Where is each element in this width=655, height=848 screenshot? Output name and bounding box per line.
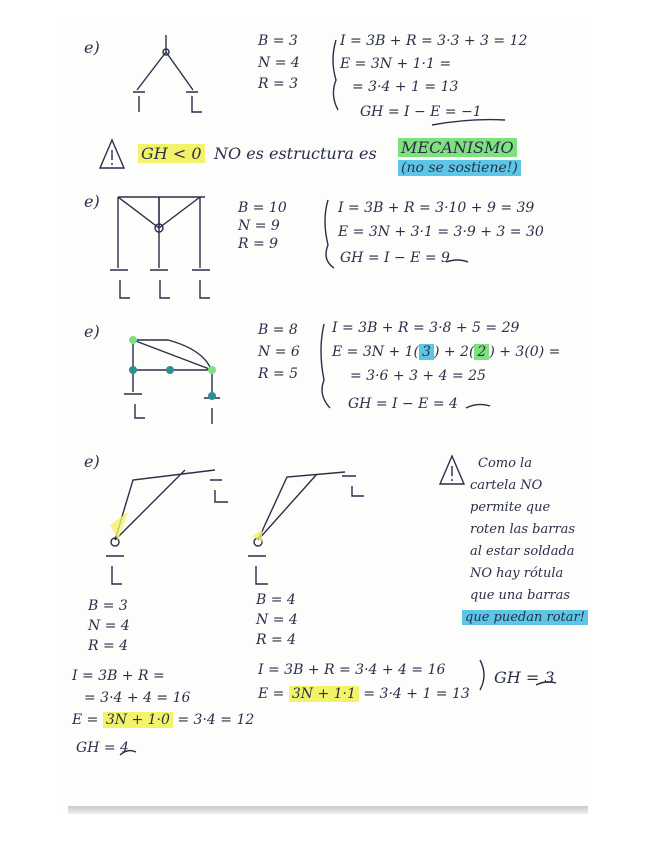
ex1-var-b: B = 3 bbox=[258, 33, 298, 49]
ex3-var-n: N = 6 bbox=[258, 344, 300, 360]
ex2-eq-i: I = 3B + R = 3·10 + 9 = 39 bbox=[338, 200, 535, 216]
ex1-label: e) bbox=[84, 38, 100, 57]
ex4-note-hl-text: que puedan rotar! bbox=[462, 610, 588, 625]
ex4-note-line-4: roten las barras bbox=[470, 522, 576, 537]
ex4-left-eq-e-hl: 3N + 1·0 bbox=[103, 712, 173, 728]
ex1-mech bbox=[398, 138, 517, 157]
ex3-label: e) bbox=[84, 322, 100, 341]
ex4-right-eq-e-hl: 3N + 1·1 bbox=[289, 686, 359, 702]
ex4-right-eq-e-label: E = bbox=[258, 686, 285, 702]
ex1-var-n: N = 4 bbox=[258, 55, 300, 71]
ex2-var-r: R = 9 bbox=[238, 236, 279, 252]
ex1-warn-hl: GH < 0 bbox=[138, 144, 205, 163]
ex4-note-line-2: cartela NO bbox=[470, 478, 543, 493]
ex3-eq-e-green: 2 bbox=[474, 344, 489, 360]
ex1-eq-e2: = 3·4 + 1 = 13 bbox=[352, 79, 459, 95]
ex2-var-n: N = 9 bbox=[238, 218, 280, 234]
ex4-label: e) bbox=[84, 452, 100, 471]
ex1-var-r: R = 3 bbox=[258, 76, 299, 92]
ex1-note-hl: (no se sostiene!) bbox=[398, 160, 521, 176]
ex1-eq-e: E = 3N + 1·1 = bbox=[340, 56, 452, 72]
ex4-left-eq-e-rest: = 3·4 = 12 bbox=[177, 712, 255, 728]
ex1-eq-i: I = 3B + R = 3·3 + 3 = 12 bbox=[340, 33, 528, 49]
ex3-var-b: B = 8 bbox=[258, 322, 298, 338]
ex1-eq-gh: GH = I − E = −1 bbox=[360, 104, 482, 120]
ex1-mech-hl: MECANISMO bbox=[398, 138, 517, 157]
ex3-eq-gh: GH = I − E = 4 bbox=[348, 396, 458, 412]
ex4-right-var-r: R = 4 bbox=[256, 632, 297, 648]
ex3-eq-i: I = 3B + R = 3·8 + 5 = 29 bbox=[332, 320, 520, 336]
ex3-eq-e-cyan: 3 bbox=[419, 344, 434, 360]
ex4-left-frame bbox=[115, 470, 215, 540]
ex1-truss bbox=[137, 52, 193, 90]
ex3-eq-e bbox=[332, 344, 560, 360]
ex4-left-var-n: N = 4 bbox=[88, 618, 130, 634]
ex4-right-var-n: N = 4 bbox=[256, 612, 298, 628]
ex4-note-line-7: que una barras bbox=[470, 588, 571, 603]
ex1-warn bbox=[138, 144, 205, 163]
ex4-right-eq-i: I = 3B + R = 3·4 + 4 = 16 bbox=[258, 662, 446, 678]
ex3-eq-e-d: ) + 3(0) = bbox=[489, 344, 561, 360]
ex4-left-var-r: R = 4 bbox=[88, 638, 129, 654]
ex1-warn-text: NO es estructura es bbox=[214, 144, 377, 163]
ex4-left-eq-i2: = 3·4 + 4 = 16 bbox=[84, 690, 191, 706]
ex1-note bbox=[398, 160, 521, 176]
ex4-right-frame bbox=[258, 472, 345, 540]
ex2-var-b: B = 10 bbox=[238, 200, 287, 216]
ex4-note-line-3: permite que bbox=[470, 500, 551, 515]
ex3-var-r: R = 5 bbox=[258, 366, 299, 382]
ex4-right-eq-e bbox=[258, 686, 470, 702]
page-bottom-edge bbox=[68, 806, 588, 814]
ex4-note-line-1: Como la bbox=[478, 456, 532, 471]
ex4-right-eq-e-rest: = 3·4 + 1 = 13 bbox=[363, 686, 470, 702]
ex4-right-var-b: B = 4 bbox=[256, 592, 296, 608]
ex4-left-eq-e-label: E = bbox=[72, 712, 99, 728]
ex4-left-gh: GH = 4 bbox=[76, 740, 129, 756]
ex3-eq-e-a: E = 3N + 1( bbox=[332, 344, 420, 360]
ex2-eq-e: E = 3N + 3·1 = 3·9 + 3 = 30 bbox=[338, 224, 544, 240]
ex4-left-eq-e bbox=[72, 712, 254, 728]
ex4-left-var-b: B = 3 bbox=[88, 598, 128, 614]
ex4-left-eq-i: I = 3B + R = bbox=[72, 668, 165, 684]
ex4-note-hl bbox=[462, 610, 588, 625]
ex4-note-line-6: NO hay rótula bbox=[470, 566, 564, 581]
ex3-eq-e-b: ) + 2( bbox=[433, 344, 475, 360]
ex4-note-line-5: al estar soldada bbox=[470, 544, 575, 559]
ex2-label: e) bbox=[84, 192, 100, 211]
ex2-eq-gh: GH = I − E = 9 bbox=[340, 250, 450, 266]
ex4-right-gh: GH = 3 bbox=[494, 668, 555, 687]
ex3-eq-e2: = 3·6 + 3 + 4 = 25 bbox=[350, 368, 486, 384]
